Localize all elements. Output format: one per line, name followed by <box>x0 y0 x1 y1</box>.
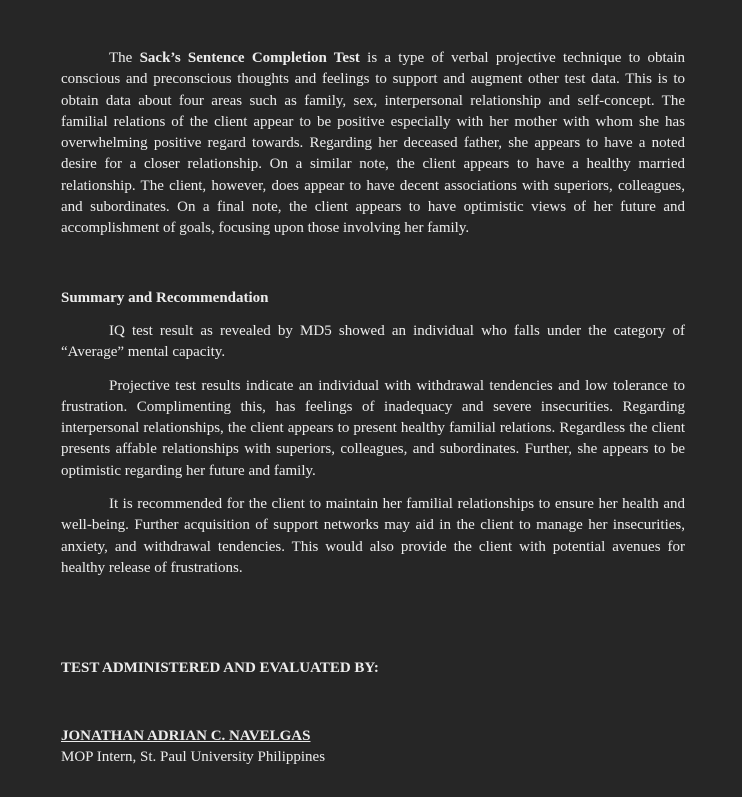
intro-body: is a type of verbal projective technique to obtain conscious and preconscious thoughts and feelings to support and augment other test data. This is to obtain data about four areas such as family, sex, interpersonal relationship and self-concept. The familial relations of the client appear to be positive especially with her mother with whom she has overwhelming positive regard towards. Regarding her deceased father, she appears to have a noted desire for a closer relationship. On a similar note, the client appears to have a healthy married relationship. The client, however, does appear to have decent associations with superiors, colleagues, and subordinates. On a final note, the client appears to have optimistic views of her future and accomplishment of goals, focusing upon those involving her family. <box>61 50 685 237</box>
test-name: Sentence Completion Test <box>180 50 360 66</box>
document-page <box>61 48 685 768</box>
evaluator-name: JONATHAN ADRIAN C. NAVELGAS <box>61 727 311 744</box>
summary-paragraph-recommendation: It is recommended for the client to maintain her familial relationships to ensure her health and well-being. Further acquisition of support networks may aid in the client to manage her insecurities, anxiety, and withdrawal tendencies. This would also provide the client with potential avenues for healthy release of frustrations. <box>61 496 685 576</box>
summary-paragraph-iq: IQ test result as revealed by MD5 showed an individual who falls under the category of “Average” mental capacity. <box>61 322 685 361</box>
intro-lead: The <box>109 50 140 66</box>
test-name-possessive: Sack’s <box>139 50 181 66</box>
administered-heading: TEST ADMINISTERED AND EVALUATED BY: <box>61 660 379 677</box>
summary-heading: Summary and Recommendation <box>61 289 269 306</box>
summary-paragraph-projective: Projective test results indicate an individual with withdrawal tendencies and low tolerance to frustration. Complimenting this, has feelings of inadequacy and severe insecurities. Regarding interpersonal relationships, the client appears to present healthy familial relations. Regardless the client presents affable relationships with superiors, colleagues, and subordinates. Further, she appears to be optimistic regarding her future and family. <box>61 377 685 479</box>
evaluator-role: MOP Intern, St. Paul University Philippines <box>61 748 326 765</box>
intro-paragraph <box>61 48 685 240</box>
